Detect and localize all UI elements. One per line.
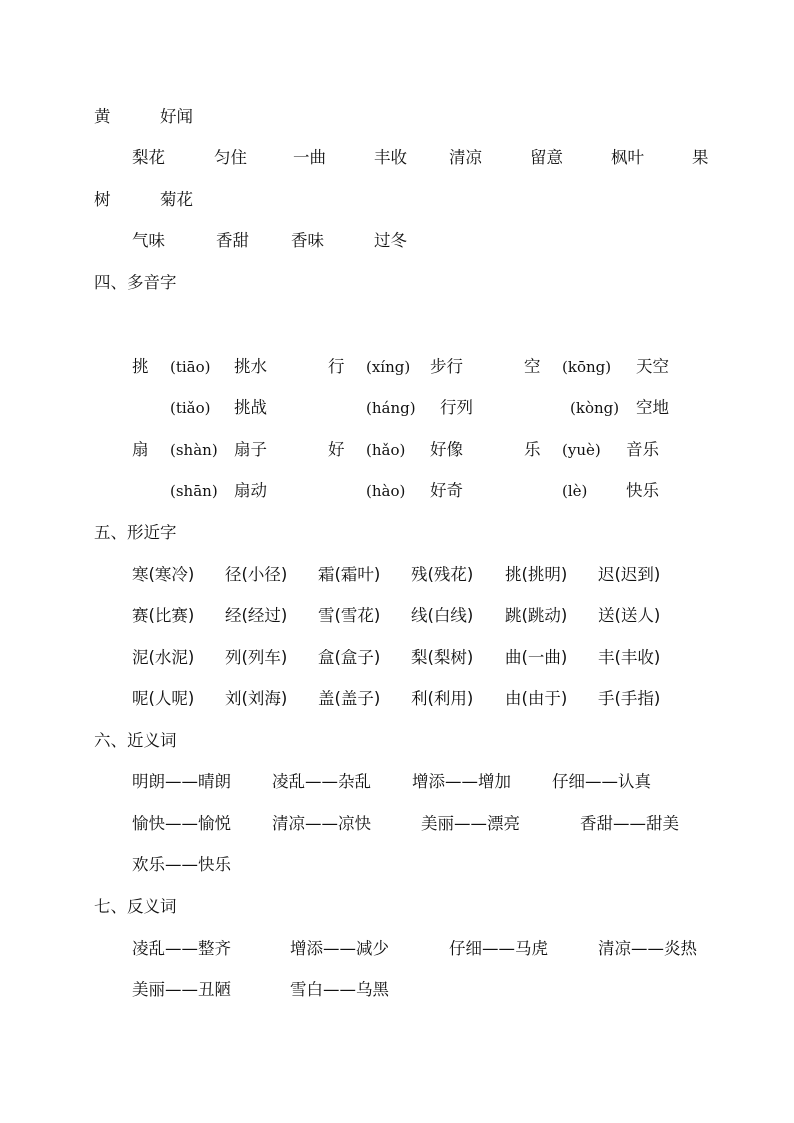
word: 香味 <box>291 231 324 250</box>
word: 果 <box>692 148 709 167</box>
char-pair: 线(白线) <box>411 606 474 625</box>
pinyin: (xíng) <box>366 358 411 376</box>
word-pair: 明朗——晴朗 <box>132 772 231 791</box>
word-pair: 香甜——甜美 <box>580 814 679 833</box>
word: 挑水 <box>234 357 267 376</box>
word: 气味 <box>132 231 165 250</box>
char-pair: 列(列车) <box>225 648 288 667</box>
pinyin: (shàn) <box>170 441 218 459</box>
word-pair: 增添——增加 <box>412 772 511 791</box>
char-pair: 手(手指) <box>598 689 661 708</box>
char-pair: 寒(寒冷) <box>132 565 195 584</box>
word: 步行 <box>430 357 463 376</box>
char-pair: 挑(挑明) <box>505 565 568 584</box>
word: 音乐 <box>626 440 659 459</box>
pinyin: (tiǎo) <box>170 399 211 417</box>
char-pair: 呢(人呢) <box>132 689 195 708</box>
word: 枫叶 <box>611 148 644 167</box>
char-pair: 泥(水泥) <box>132 648 195 667</box>
char-pair: 径(小径) <box>225 565 288 584</box>
word: 好像 <box>430 440 463 459</box>
char-pair: 雪(雪花) <box>318 606 381 625</box>
section-title-antonyms: 七、反义词 <box>94 897 177 916</box>
char: 空 <box>524 357 541 376</box>
word-pair: 雪白——乌黑 <box>290 980 389 999</box>
pinyin: (hǎo) <box>366 441 406 459</box>
word-pair: 凌乱——杂乱 <box>272 772 371 791</box>
pinyin: (tiāo) <box>170 358 211 376</box>
pinyin: (hào) <box>366 482 406 500</box>
section-title-similar-characters: 五、形近字 <box>94 523 177 542</box>
word-pair: 凌乱——整齐 <box>132 939 231 958</box>
char: 行 <box>328 357 345 376</box>
char-pair: 残(残花) <box>411 565 474 584</box>
char-pair: 利(利用) <box>411 689 474 708</box>
char: 乐 <box>524 440 541 459</box>
char-pair: 丰(丰收) <box>598 648 661 667</box>
word: 树 <box>94 190 111 209</box>
pinyin: (lè) <box>562 482 588 500</box>
word: 丰收 <box>374 148 407 167</box>
char-pair: 盒(盒子) <box>318 648 381 667</box>
char-pair: 迟(迟到) <box>598 565 661 584</box>
char-pair: 霜(霜叶) <box>318 565 381 584</box>
word: 一曲 <box>293 148 326 167</box>
word: 匀住 <box>214 148 247 167</box>
word: 行列 <box>440 398 473 417</box>
word: 挑战 <box>234 398 267 417</box>
word-pair: 清凉——炎热 <box>598 939 697 958</box>
word-pair: 清凉——凉快 <box>272 814 371 833</box>
word: 过冬 <box>374 231 407 250</box>
word: 扇动 <box>234 481 267 500</box>
char-pair: 跳(跳动) <box>505 606 568 625</box>
word: 黄 <box>94 107 111 126</box>
word-pair: 美丽——丑陋 <box>132 980 231 999</box>
word: 快乐 <box>626 481 659 500</box>
char: 扇 <box>132 440 149 459</box>
word: 留意 <box>530 148 563 167</box>
word-pair: 美丽——漂亮 <box>421 814 520 833</box>
word: 好奇 <box>430 481 463 500</box>
char-pair: 梨(梨树) <box>411 648 474 667</box>
char: 挑 <box>132 357 149 376</box>
pinyin: (kòng) <box>570 399 620 417</box>
char-pair: 送(送人) <box>598 606 661 625</box>
char-pair: 盖(盖子) <box>318 689 381 708</box>
pinyin: (yuè) <box>562 441 601 459</box>
word: 天空 <box>636 357 669 376</box>
char-pair: 经(经过) <box>225 606 288 625</box>
char-pair: 赛(比赛) <box>132 606 195 625</box>
word: 空地 <box>636 398 669 417</box>
pinyin: (háng) <box>366 399 416 417</box>
pinyin: (kōng) <box>562 358 612 376</box>
word-pair: 增添——减少 <box>290 939 389 958</box>
word: 梨花 <box>132 148 165 167</box>
section-title-synonyms: 六、近义词 <box>94 731 177 750</box>
char-pair: 曲(一曲) <box>505 648 568 667</box>
word-pair: 仔细——认真 <box>552 772 651 791</box>
word-pair: 欢乐——快乐 <box>132 855 231 874</box>
char-pair: 刘(刘海) <box>225 689 288 708</box>
word: 好闻 <box>160 107 193 126</box>
word-pair: 仔细——马虎 <box>449 939 548 958</box>
char-pair: 由(由于) <box>505 689 568 708</box>
word: 清凉 <box>449 148 482 167</box>
char: 好 <box>328 440 345 459</box>
section-title-polyphonic: 四、多音字 <box>94 273 177 292</box>
word: 香甜 <box>216 231 249 250</box>
word: 扇子 <box>234 440 267 459</box>
word-pair: 愉快——愉悦 <box>132 814 231 833</box>
pinyin: (shān) <box>170 482 218 500</box>
word: 菊花 <box>160 190 193 209</box>
